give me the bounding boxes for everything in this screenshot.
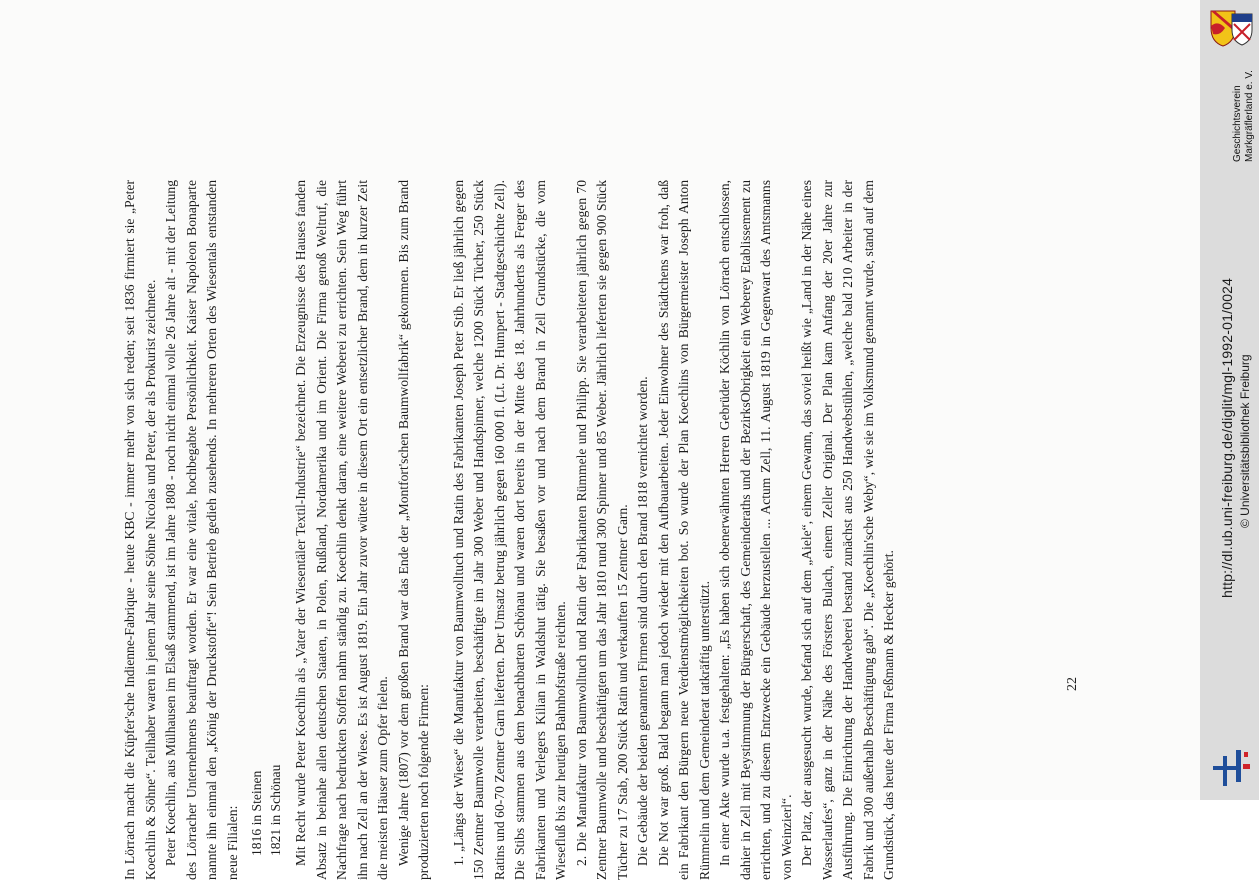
rotated-text-frame [120,180,1080,880]
page-number: 22 [1065,677,1080,691]
intro-paragraph-2: Peter Koechlin, aus Mülhausen im Elsaß stammend, ist im Jahre 1808 - noch nicht einmal volle 26 Jahre alt - mit der Leitung des Lörracher Unternehmens beauftragt worden. Er war eine vitale, hochbegabte Persönlichkeit. Kaiser Napoleon Bonaparte nannte ihn einmal den „König der Druckstoffe“! Sein Betrieb gedieh zusehends. In mehreren Orten des Wiesentals entstanden neue Filialen: [163,180,240,880]
section3-paragraph-4: Der Platz, der ausgesucht wurde, befand sich auf dem „Aiele“, einem Gewann, das soviel heißt wie „Land in der Nähe eines Wasserlaufes“, ganz in der Nähe des Försters Bulach, einem Zeller Original. Der Plan kam Anfang der 20er Jahre zur Ausführung. Die Einrichtung der Handweberei bestand zunächst aus 250 Handwebstühlen, „welche bald 210 Arbeiter in der Fabrik und 300 außerhalb Beschäftigung gab“. Die „Koechlin'sche Weby“, wie sie im Volksmund genannt wurde, stand auf dem Grundstück, das heute der Firma Feßmann & Hecker gehört. [799,180,896,880]
section3-paragraph-1: Die Gebäude der beiden genannten Firmen sind durch den Brand 1818 vernichtet worden. [635,376,650,866]
copyright-notice: © Universitätsbibliothek Freiburg [1238,354,1252,528]
section3-paragraph-3: In einer Akte wurde u.a. festgehalten: „Es haben sich obenerwähnten Herren Gebrüder Köchlin von Lörrach entschlossen, dahier in Zell mit Beystimmung der Bürgerschaft, des Gemeinderaths und der BezirksObrigkeit ein Weberey Etablissement zu errichten, und zu diesem Entzwecke ein Gebäude herzustellen ... Actum Zell, 11. August 1819 in Gegenwart des Amtsmanns von Weinzierl“. [717,180,794,880]
section2-paragraph-2: Wenige Jahre (1807) vor dem großen Brand war das Ende der „Montfort'schen Baumwollfabrik“ gekommen. Bis zum Brand produzierten noch folgende Firmen: [395,180,431,880]
page-text [120,180,1080,880]
branch-item: 1821 in Schönau [268,764,283,856]
society-name [1232,0,1256,162]
document-url-link[interactable]: http://dl.ub.uni-freiburg.de/diglit/mgl-1992-01/0024 [1219,277,1235,598]
ub-freiburg-logo-icon [1210,746,1254,790]
society-line-2: Markgräflerland e. V. [1244,70,1255,162]
intro-paragraph-1: In Lörrach macht die Küpfer'sche Indienne-Fabrique - heute KBC - immer mehr von sich reden; seit 1836 firmiert sie „Peter Koechlin & Söhne“. Teilhaber waren in jenem Jahr seine Söhne Nicolas und Peter, der als Prokurist zeichnete. [122,180,158,880]
branch-list [247,180,285,856]
society-line-1: Geschichtsverein [1232,85,1243,162]
section2-paragraph-1: Mit Recht wurde Peter Koechlin als „Vater der Wiesentäler Textil-Industrie“ bezeichnet. Die Erzeugnisse des Hauses fanden Absatz in beinahe allen deutschen Staaten, in Polen, Rußland, Nordamerika und im Orient. Die Firma genoß Weltruf, die Nachfrage nach bedruckten Stoffen nahm ständig zu. Koechlin denkt daran, eine weitere Weberei zu errichten. Sein Weg führt ihn nach Zell an der Wiese. Es ist August 1819. Ein Jahr zuvor wütete in diesem Ort ein entsetzlicher Brand, dem in kurzer Zeit die meisten Häuser zum Opfer fielen. [293,180,390,880]
section3-paragraph-2: Die Not war groß. Bald begann man jedoch wieder mit den Aufbauarbeiten. Jeder Einwohner des Städtchens war froh, daß ein Fabrikant den Bürgern neue Verdienstmöglichkeiten bot. So wurde der Plan Koechlins von Bürgermeister Joseph Anton Rümmelin und dem Gemeinderat tatkräftig unterstützt. [655,180,712,880]
branch-item: 1816 in Steinen [249,770,264,856]
firm-2-paragraph: 2. Die Manufaktur von Baumwolltuch und Ratin der Fabrikanten Rümmele und Philipp. Sie verarbeiteten jährlich gegen 70 Zentner Baumwolle und beschäftigten um das Jahr 1810 rund 300 Spinner und 85 Weber. Jährlich lieferten sie gegen 900 Stück Tücher zu 17 Stab, 200 Stück Ratin und verkauften 15 Zentner Garn. [573,180,630,880]
firm-1-paragraph: 1. „Längs der Wiese“ die Manufaktur von Baumwolltuch und Ratin des Fabrikanten Joseph Peter Stib. Er ließ jährlich gegen 150 Zentner Baumwolle verarbeiten, beschäftigte im Jahr 300 Weber und Handspinner, welche 1200 Stück Tücher, 250 Stück Ratins und 60-70 Zentner Garn lieferten. Der Umsatz betrug jährlich gegen 160 000 fl. (Lt. Dr. Humpert - Stadtgeschichte Zell). Die Stibs stammen aus dem benachbarten Schönau und waren dort bereits in der Mitte des 18. Jahrhunderts als Ferger des Fabrikanten und Verlegers Kilian in Waldshut tätig. Sie besaßen vor und nach dem Brand in Zell Grundstücke, die vom Wiesefluß bis zur heutigen Bahnhofstraße reichten. [450,180,568,880]
